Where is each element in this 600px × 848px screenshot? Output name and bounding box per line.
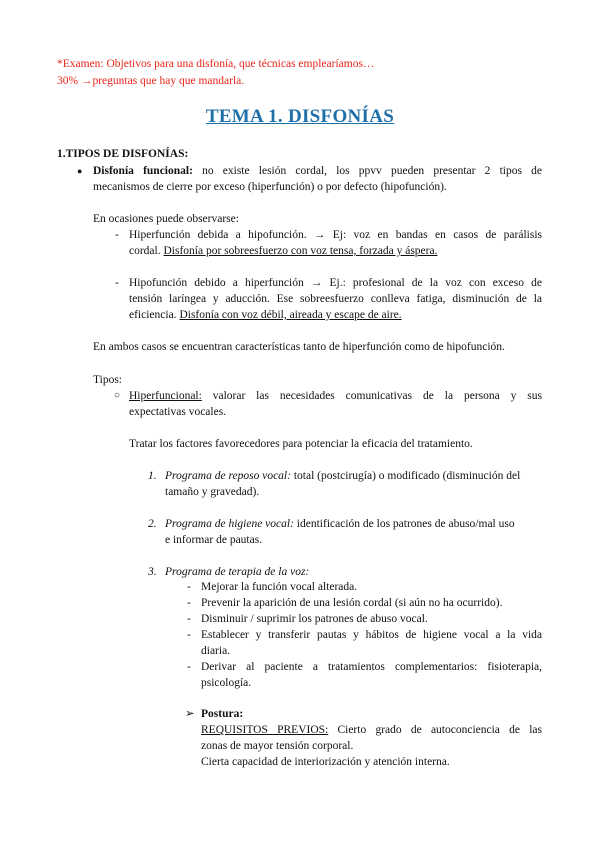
program-2-number: 2. — [148, 518, 157, 530]
requisitos-text-1: Cierto grado de autoconciencia de las — [328, 724, 542, 736]
dash-icon: - — [187, 629, 191, 641]
funcional-line-2: mecanismos de cierre por exceso (hiperfunción) o por defecto (hipofunción). — [93, 181, 447, 193]
hiper-line-3-underlined: Disfonía con voz débil, aireada y escape de aire. — [179, 309, 402, 321]
program-3-label: Programa de terapia de la voz: — [165, 566, 310, 578]
arrow-bullet-icon: ➢ — [185, 708, 195, 720]
therapy-item-4: Establecer y transferir pautas y hábitos de higiene vocal a la vida — [201, 629, 542, 641]
program-1-label: Programa de reposo vocal: — [165, 470, 291, 482]
requisitos-label: REQUISITOS PREVIOS: — [201, 724, 329, 736]
bullet-icon: ● — [77, 166, 83, 176]
hiper-line-3 — [129, 307, 402, 323]
requisitos-line-2: zonas de mayor tensión corporal. — [201, 740, 354, 752]
hipo-line-2-plain: cordal. — [129, 245, 164, 257]
program-1-text-1: total (postcirugía) o modificado (disminución del — [290, 470, 521, 482]
dash-icon: - — [115, 229, 119, 241]
dash-icon: - — [187, 581, 191, 593]
program-2-line-1 — [165, 516, 542, 532]
therapy-item-3: Disminuir / suprimir los patrones de abuso vocal. — [201, 613, 428, 625]
both-cases-text: En ambos casos se encuentran características tanto de hiperfunción como de hipofunción. — [93, 341, 505, 353]
funcional-label: Disfonía funcional: — [93, 165, 193, 177]
dash-icon: - — [187, 613, 191, 625]
therapy-item-2: Prevenir la aparición de una lesión cordal (si aún no ha ocurrido). — [201, 597, 503, 609]
requisitos-line-1 — [201, 722, 542, 738]
hipo-line-1: Hiperfunción debida a hipofunción. → Ej: voz en bandas en casos de parálisis — [129, 229, 542, 241]
hiperfuncional-label: Hiperfuncional: — [129, 390, 202, 402]
hiper-line-2: tensión laríngea y aducción. Ese sobreesfuerzo conlleva fatiga, disminución de la — [129, 293, 542, 305]
program-1-number: 1. — [148, 470, 157, 482]
funcional-text-1: no existe lesión cordal, los ppvv pueden presentar 2 tipos de — [192, 165, 542, 177]
funcional-line-1 — [93, 163, 542, 179]
hiperfuncional-line-2: expectativas vocales. — [129, 406, 227, 418]
exam-note: *Examen: Objetivos para una disfonía, que técnicas emplearíamos… — [57, 58, 375, 70]
program-2-text-1: identificación de los patrones de abuso/mal uso — [293, 518, 515, 530]
requisitos-line-3: Cierta capacidad de interiorización y atención interna. — [201, 756, 450, 768]
dash-icon: - — [187, 661, 191, 673]
therapy-item-5-cont: psicología. — [201, 677, 252, 689]
section-heading: 1.TIPOS DE DISFONÍAS: — [57, 148, 189, 160]
program-3-number: 3. — [148, 566, 157, 578]
program-1-line-1 — [165, 468, 542, 484]
tratar-text: Tratar los factores favorecedores para potenciar la eficacia del tratamiento. — [129, 438, 473, 450]
hiper-line-3-plain: eficiencia. — [129, 309, 180, 321]
program-2-line-2: e informar de pautas. — [165, 534, 263, 546]
hipo-line-2-underlined: Disfonía por sobreesfuerzo con voz tensa, forzada y áspera. — [163, 245, 438, 257]
hipo-line-2 — [129, 243, 437, 259]
therapy-item-4-cont: diaria. — [201, 645, 231, 657]
postura-label: Postura: — [201, 708, 244, 720]
observe-text: En ocasiones puede observarse: — [93, 213, 239, 225]
percentage-note: 30% →preguntas que hay que mandarla. — [57, 75, 245, 87]
therapy-item-5: Derivar al paciente a tratamientos complementarios: fisioterapia, — [201, 661, 542, 673]
tipos-label: Tipos: — [93, 374, 122, 386]
program-2-label: Programa de higiene vocal: — [165, 518, 294, 530]
circle-bullet-icon: ○ — [114, 390, 121, 401]
page-title: TEMA 1. DISFONÍAS — [205, 106, 395, 127]
hiperfuncional-line-1 — [129, 388, 542, 404]
dash-icon: - — [187, 597, 191, 609]
hiperfuncional-text-1: valorar las necesidades comunicativas de la persona y sus — [201, 390, 542, 402]
dash-icon: - — [115, 277, 119, 289]
therapy-item-1: Mejorar la función vocal alterada. — [201, 581, 358, 593]
program-1-line-2: tamaño y gravedad). — [165, 486, 260, 498]
hiper-line-1: Hipofunción debido a hiperfunción → Ej.: profesional de la voz con exceso de — [129, 277, 542, 289]
